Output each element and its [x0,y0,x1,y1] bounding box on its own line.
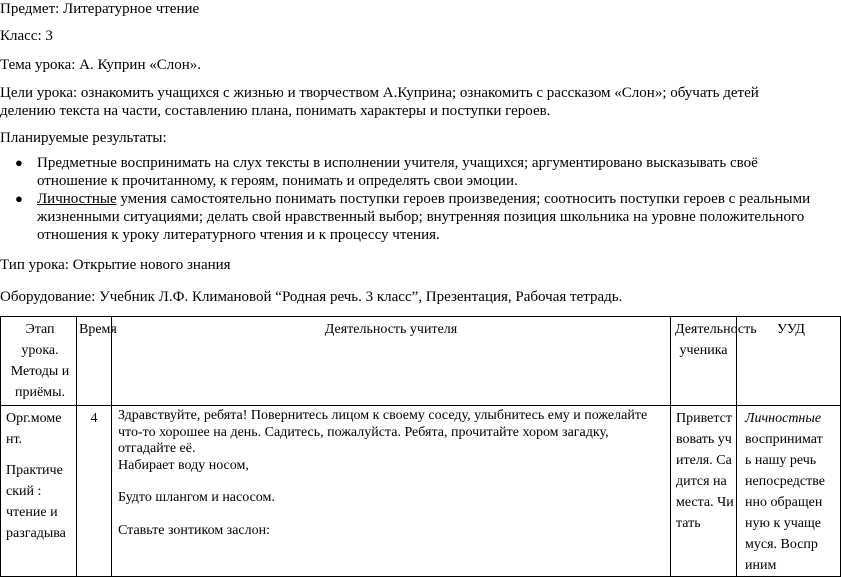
bullet-icon: ● [15,155,23,170]
equipment-line: Оборудование: Учебник Л.Ф. Климановой “Родная речь. 3 класс”, Презентация, Рабочая тетрадь. [0,289,623,305]
result-term: Предметные [37,155,117,171]
stage-methods: Практиче ский : чтение и разгадыва [6,463,66,541]
uud-title: Личностные [745,411,822,426]
results-list [0,154,820,244]
bullet-icon: ● [15,191,23,206]
table-row [1,406,841,577]
header-teacher: Деятельность учителя [112,317,671,406]
stage-cell [1,406,77,577]
grade-line: Класс: 3 [0,28,53,44]
teacher-text: Здравствуйте, ребята! Повернитесь лицом к своему соседу, улыбнитесь ему и пожелайте что-то хорошее на день. Садитесь, пожалуйста. Ребята, прочитайте хором загадку, отгадайте её. [118,408,648,456]
uud-text: воспринимать нашу речь непосредственно обращенную к учащемуся. Восприним [745,432,825,573]
header-time: Время [77,317,112,406]
planned-results-label: Планируемые результаты: [0,130,167,146]
riddle-line-3: Ставьте зонтиком заслон: [118,522,271,538]
result-text: умения самостоятельно понимать поступки героев произведения; соотносить поступки героев с реальными [116,191,811,207]
riddle-line-1: Набирает воду носом, [118,457,249,473]
lesson-table [0,316,841,577]
stage-line: Орг.моме нт. [6,411,62,447]
header-uud: УУД [737,317,841,406]
table-header-row [1,317,841,406]
result-continuation: отношение к прочитанному, к героям, понимать и определять свои эмоции. [37,173,518,189]
lesson-type-line: Тип урока: Открытие нового знания [0,257,231,273]
student-cell: Приветствовать учителя. Садится на места. Читать [671,406,737,577]
uud-cell [737,406,841,577]
teacher-cell [112,406,671,577]
goals-paragraph: Цели урока: ознакомить учащихся с жизнью и творчеством А.Куприна; ознакомить с рассказом «Слон»; обучать детей делению текста на части, составлению плана, понимать характеры и поступки героев. [0,85,759,119]
result-term: Личностные [37,191,117,207]
topic-line: Тема урока: А. Куприн «Слон». [0,57,201,73]
result-continuation: жизненными ситуациями; делать свой нравственный выбор; внутренняя позиция школьника на уровне положительного [37,209,805,225]
header-stage: Этап урока. Методы и приёмы. [1,317,77,406]
header-student: Деятельность ученика [671,317,737,406]
time-cell: 4 [77,406,112,577]
subject-line: Предмет: Литературное чтение [0,1,200,17]
result-continuation-2: отношения к уроку литературного чтения и к процессу чтения. [37,227,440,243]
result-item-subject [0,154,820,190]
result-item-personal [0,190,820,244]
result-text: воспринимать на слух тексты в исполнении учителя, учащихся; аргументировано высказывать своё [116,155,758,171]
riddle-line-2: Будто шлангом и насосом. [118,490,275,505]
